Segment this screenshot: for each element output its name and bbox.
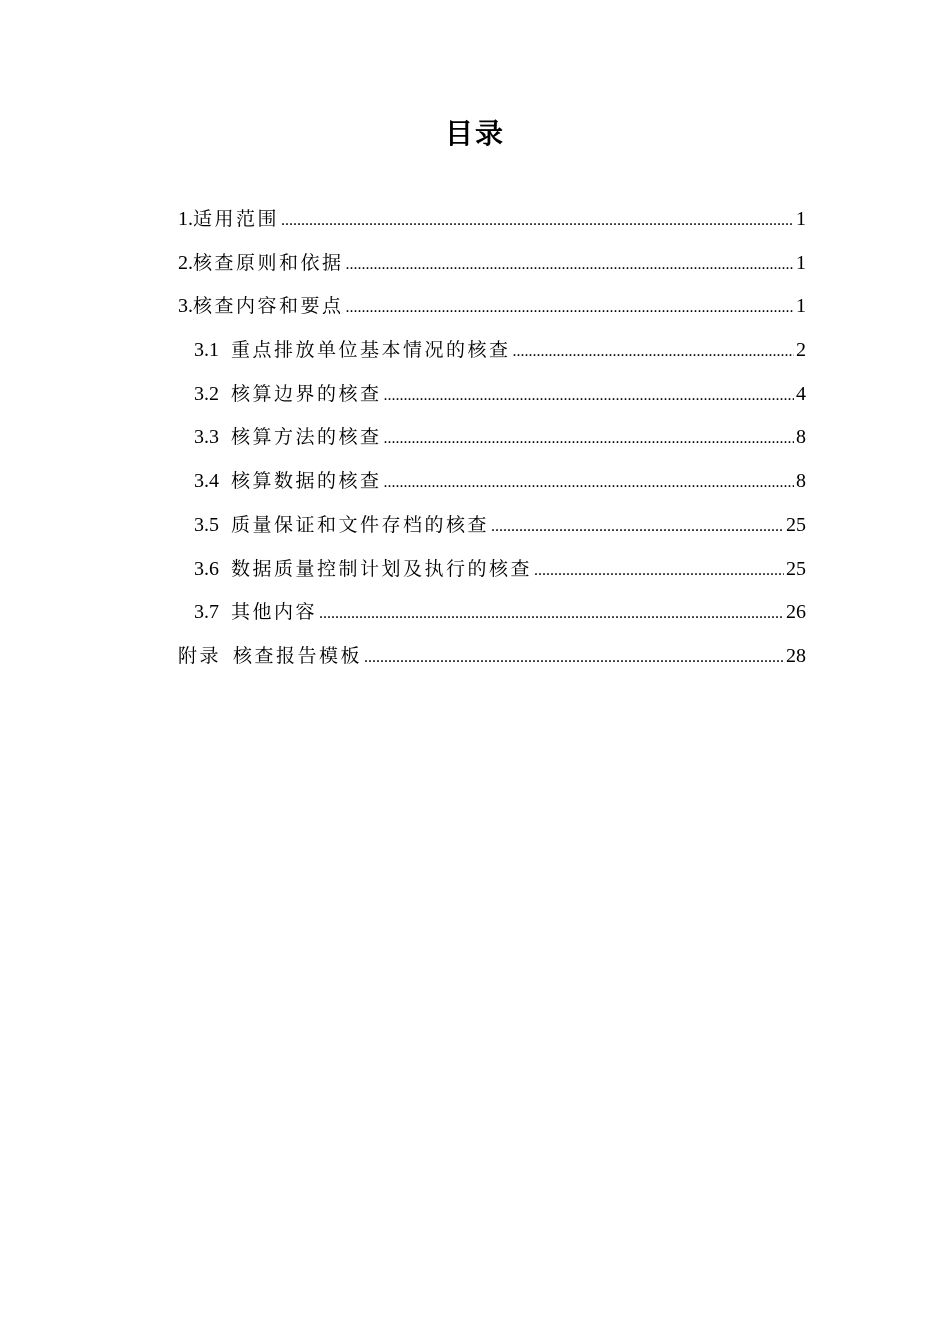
- toc-entry-title: 其他内容: [231, 601, 318, 624]
- toc-dot-leader: [346, 243, 794, 287]
- toc-entry-title: 适用范围: [193, 208, 280, 230]
- toc-entry-3-5[interactable]: [178, 504, 806, 548]
- toc-entry-3-6[interactable]: [178, 548, 806, 592]
- toc-page-number: 8: [796, 426, 806, 449]
- toc-entry-number: 3.3: [194, 426, 219, 449]
- toc-page-number: 4: [796, 382, 806, 405]
- toc-entry-title: 核查报告模板: [233, 644, 363, 667]
- toc-dot-leader: [346, 286, 794, 330]
- page-title: 目录: [444, 117, 505, 150]
- toc-entry-content[interactable]: [178, 285, 806, 329]
- toc-dot-leader: [319, 592, 784, 636]
- toc-page-number: 1: [796, 208, 806, 230]
- toc-entry-number: 附录: [178, 644, 222, 667]
- toc-entry-appendix[interactable]: [178, 635, 806, 679]
- toc-page-number: 25: [786, 513, 806, 536]
- toc-page-number: 25: [786, 557, 806, 580]
- toc-page-number: 1: [796, 295, 806, 318]
- toc-dot-leader: [384, 417, 794, 461]
- toc-page-number: 28: [786, 644, 806, 667]
- toc-entry-scope[interactable]: [178, 198, 806, 242]
- toc-entry-number: 2.: [178, 251, 193, 274]
- toc-page-number: 8: [796, 470, 806, 493]
- toc-page-number: 2: [796, 339, 806, 362]
- table-of-contents: [178, 198, 806, 679]
- toc-entry-title: 质量保证和文件存档的核查: [231, 513, 490, 536]
- toc-page-number: 1: [796, 251, 806, 274]
- toc-entry-number: 3.5: [194, 513, 219, 536]
- toc-entry-title: 数据质量控制计划及执行的核查: [231, 557, 533, 580]
- toc-entry-number: 3.7: [194, 601, 219, 624]
- toc-entry-number: 3.2: [194, 382, 219, 405]
- toc-page-number: 26: [786, 601, 806, 624]
- toc-entry-number: 1.: [178, 208, 193, 230]
- toc-entry-number: 3.1: [194, 339, 219, 362]
- toc-entry-title: 核算边界的核查: [231, 382, 382, 405]
- toc-entry-principles[interactable]: [178, 242, 806, 286]
- toc-dot-leader: [384, 461, 794, 505]
- toc-entry-title: 核算方法的核查: [231, 426, 382, 449]
- toc-entry-number: 3.4: [194, 470, 219, 493]
- toc-entry-3-7[interactable]: [178, 591, 806, 635]
- toc-entry-3-2[interactable]: [178, 373, 806, 417]
- toc-entry-title: 核算数据的核查: [231, 470, 382, 493]
- toc-entry-number: 3.6: [194, 557, 219, 580]
- toc-entry-title: 核查内容和要点: [193, 295, 344, 318]
- toc-dot-leader: [513, 330, 794, 374]
- toc-dot-leader: [281, 199, 794, 243]
- toc-entry-3-3[interactable]: [178, 416, 806, 460]
- toc-dot-leader: [534, 549, 784, 593]
- toc-entry-3-4[interactable]: [178, 460, 806, 504]
- toc-dot-leader: [364, 636, 784, 680]
- toc-entry-title: 核查原则和依据: [193, 251, 344, 274]
- toc-entry-title: 重点排放单位基本情况的核查: [231, 339, 511, 362]
- toc-dot-leader: [384, 374, 794, 418]
- toc-dot-leader: [491, 505, 784, 549]
- toc-entry-3-1[interactable]: [178, 329, 806, 373]
- toc-entry-number: 3.: [178, 295, 193, 318]
